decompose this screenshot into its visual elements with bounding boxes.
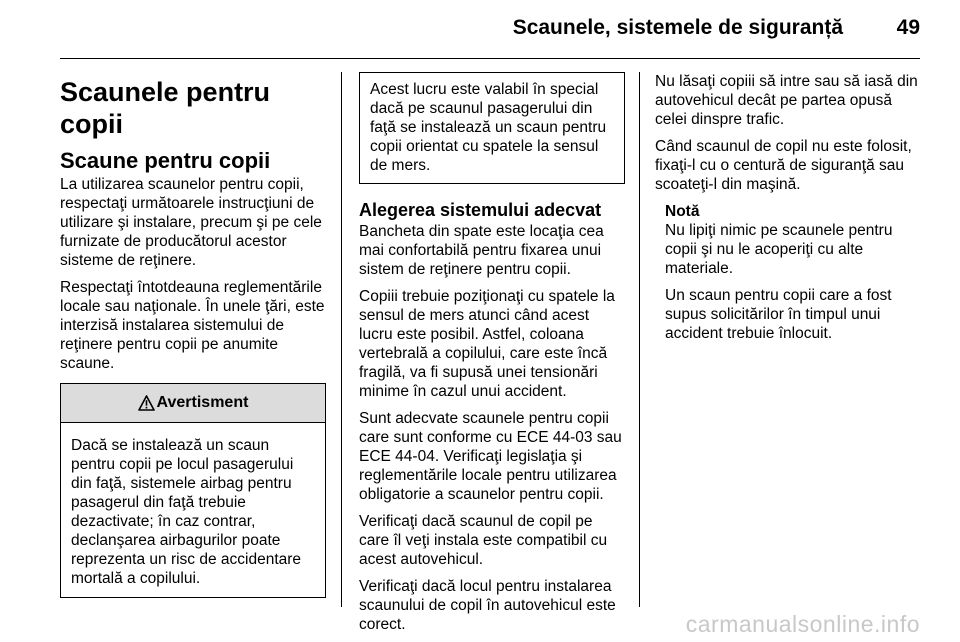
warning-body bbox=[61, 423, 325, 597]
note-title: Notă bbox=[665, 203, 700, 220]
column-divider-1 bbox=[341, 72, 342, 607]
subsection-heading: Alegerea sistemului adecvat bbox=[359, 200, 602, 220]
paragraph: Respectaţi întotdeauna reglementările locale sau naţionale. În unele ţări, este interzisă instalarea sistemului de reţinere pentru copii pe anumite scaune. bbox=[60, 279, 325, 372]
note-text: Nu lipiţi nimic pe scaunele pentru copii şi nu le acoperiţi cu alte materiale. bbox=[665, 222, 893, 277]
warning-header bbox=[61, 384, 325, 423]
section-heading: Scaunele pentru copii bbox=[60, 77, 271, 139]
warning-continuation-text: Acest lucru este valabil în special dacă pe scaunul pasagerului din faţă se instalează un scaun pentru copii orientat cu spatele la sensul de mers. bbox=[370, 81, 607, 174]
paragraph: Nu lăsaţi copiii să intre sau să iasă din autovehicul decât pe partea opusă celei dinspre trafic. bbox=[655, 73, 918, 128]
paragraph: La utilizarea scaunelor pentru copii, respectaţi următoarele instrucţiuni de utilizare şi instalare, precum şi pe cele furnizate de producătorul acestor sisteme de reţinere. bbox=[60, 176, 322, 269]
watermark: carmanualsonline.info bbox=[685, 611, 920, 637]
paragraph: Copiii trebuie poziţionaţi cu spatele la sensul de mers atunci când acest lucru este posibil. Astfel, coloana vertebrală a copilului, care este încă fragilă, va fi supusă unei tensionări minime în cazul unui accident. bbox=[359, 288, 615, 400]
paragraph: Sunt adecvate scaunele pentru copii care sunt conforme cu ECE 44-03 sau ECE 44-04. Verificaţi legislaţia şi reglementările locale pentru utilizarea obligatorie a scaunelor pentru copii. bbox=[359, 410, 622, 503]
subsection-heading: Scaune pentru copii bbox=[60, 148, 271, 173]
note-block bbox=[655, 202, 923, 343]
warning-continuation-box bbox=[359, 72, 625, 184]
paragraph: Bancheta din spate este locaţia cea mai confortabilă pentru fixarea unui sistem de reţinere pentru copii. bbox=[359, 223, 604, 278]
header-divider bbox=[60, 58, 920, 59]
column-1 bbox=[60, 72, 326, 598]
running-header-title: Scaunele, sistemele de siguranță bbox=[512, 16, 843, 39]
warning-box bbox=[60, 383, 326, 598]
page-number: 49 bbox=[896, 16, 920, 39]
column-2 bbox=[359, 72, 625, 642]
note-text: Un scaun pentru copii care a fost supus solicitărilor în timpul unui accident trebuie înlocuit. bbox=[665, 287, 892, 342]
paragraph: Verificaţi dacă locul pentru instalarea scaunului de copil în autovehicul este corect. bbox=[359, 578, 616, 633]
column-divider-2 bbox=[639, 72, 640, 607]
warning-text: Dacă se instalează un scaun pentru copii pe locul pasagerului din faţă, sistemele airbag pentru pasagerul din faţă trebuie dezactivate; în caz contrar, declanşarea airbagurilor poate reprezenta un risc de accidentare mortală a copilului. bbox=[71, 437, 302, 587]
paragraph: Verificaţi dacă scaunul de copil pe care îl veţi instala este compatibil cu acest autovehicul. bbox=[359, 513, 608, 568]
warning-title: Avertisment bbox=[156, 394, 249, 411]
warning-triangle-icon bbox=[138, 395, 155, 411]
column-3 bbox=[655, 72, 923, 351]
paragraph: Când scaunul de copil nu este folosit, fixaţi-l cu o centură de siguranţă sau scoateţi-l din maşină. bbox=[655, 138, 912, 193]
